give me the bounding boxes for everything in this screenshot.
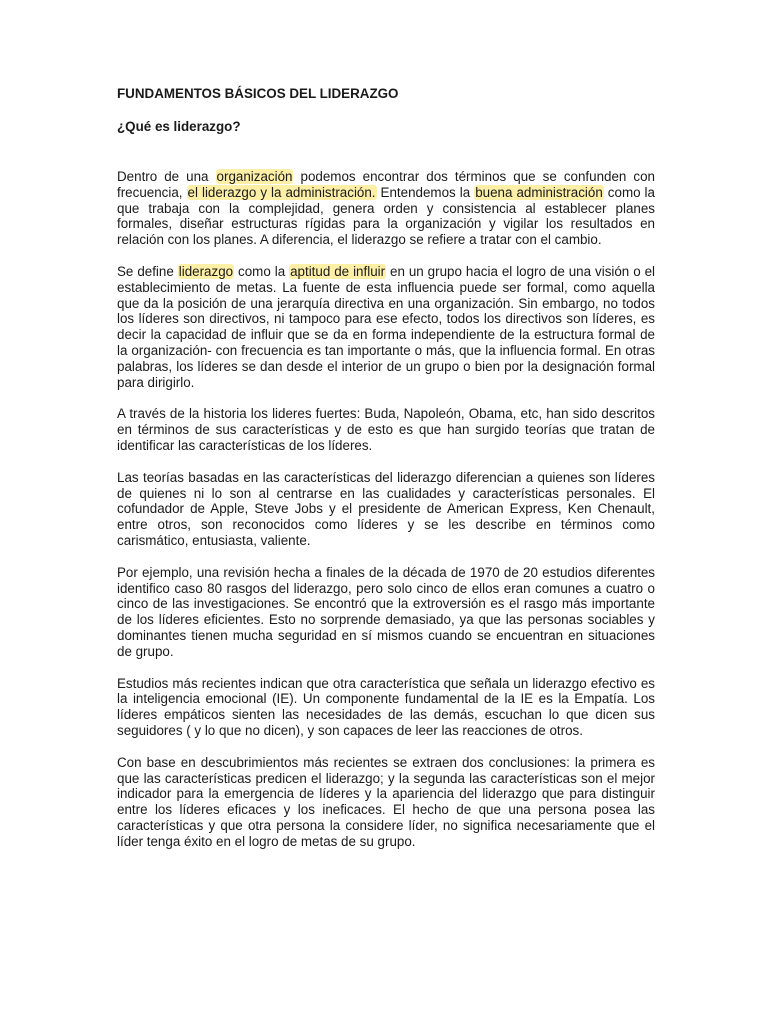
paragraph-text: Se define (117, 263, 178, 279)
document-title: FUNDAMENTOS BÁSICOS DEL LIDERAZGO (117, 86, 399, 101)
paragraph (117, 264, 655, 390)
paragraph (117, 169, 655, 248)
paragraph-text: Las teorías basadas en las características del liderazgo diferencian a quienes son líderes de quienes ni lo son al centrarse en las cualidades y características personales. El cofundador de Apple, Steve Jobs y el presidente de American Express, Ken Chenault, entre otros, son reconocidos como líderes y se les describe en términos como carismático, entusiasta, valiente. (117, 469, 655, 548)
paragraph-text: Estudios más recientes indican que otra característica que señala un liderazgo efectivo es la inteligencia emocional (IE). Un componente fundamental de la IE es la Empatía. Los líderes empáticos sienten las necesidades de las demás, escuchan lo que dicen sus seguidores ( y lo que no dicen), y son capaces de leer las reacciones de otros. (117, 675, 655, 738)
paragraph (117, 406, 655, 453)
paragraph (117, 755, 655, 850)
paragraph-text: en un grupo hacia el logro de una visión o el establecimiento de metas. La fuente de esta influencia puede ser formal, como aquella que da la posición de una jerarquía directiva en una organización. Sin embargo, no todos los líderes son directivos, ni tampoco para ese efecto, todos los directivos son líderes, es decir la capacidad de influir que se da en forma independiente de la estructura formal de la organización- con frecuencia es tan importante o más, que la influencia formal. En otras palabras, los líderes se dan desde el interior de un grupo o bien por la designación formal para dirigirlo. (117, 263, 656, 390)
section-heading: ¿Qué es liderazgo? (117, 119, 241, 134)
paragraph-text: como la que trabaja con la complejidad, genera orden y consistencia al establecer planes formales, diseñar estructuras rígidas para la organización y vigilar los resultados en relación con los planes. A diferencia, el liderazgo se refiere a tratar con el cambio. (117, 184, 655, 248)
highlighted-term: buena administración (475, 184, 603, 200)
paragraph-text: como la (234, 263, 290, 279)
paragraph-text: A través de la historia los lideres fuertes: Buda, Napoleón, Obama, etc, han sido descritos en términos de sus características y de esto es que han surgido teorías que tratan de identificar las características de los líderes. (117, 406, 655, 453)
document-page (117, 86, 655, 865)
highlighted-term: organización (216, 169, 293, 184)
highlighted-term: el liderazgo y la administración. (187, 184, 376, 200)
paragraph-text: Entendemos la (376, 184, 475, 200)
paragraph (117, 676, 655, 739)
paragraph-text: Por ejemplo, una revisión hecha a finales de la década de 1970 de 20 estudios diferentes identifico caso 80 rasgos del liderazgo, pero solo cinco de ellos eran comunes a cuatro o cinco de las investigaciones. Se encontró que la extroversión es el rasgo más importante de los líderes eficientes. Esto no sorprende demasiado, ya que las personas sociables y dominantes tienen mucha seguridad en sí mismos cuando se encuentran en situaciones de grupo. (117, 564, 655, 659)
highlighted-term: liderazgo (178, 263, 234, 279)
highlighted-term: aptitud de influir (290, 263, 386, 279)
paragraph (117, 470, 655, 549)
paragraph (117, 565, 655, 660)
paragraph-text: Con base en descubrimientos más recientes se extraen dos conclusiones: la primera es que las características predicen el liderazgo; y la segunda las características son el mejor indicador para la emergencia de líderes y la apariencia del liderazgo que para distinguir entre los líderes eficaces y los ineficaces. El hecho de que una persona posea las características y que otra persona la considere líder, no significa necesariamente que el líder tenga éxito en el logro de metas de su grupo. (117, 754, 655, 849)
paragraph-text: podemos encontrar dos términos que se confunden con frecuencia, (117, 169, 655, 200)
paragraph-text: Dentro de una (117, 169, 216, 184)
document-body (117, 169, 655, 849)
